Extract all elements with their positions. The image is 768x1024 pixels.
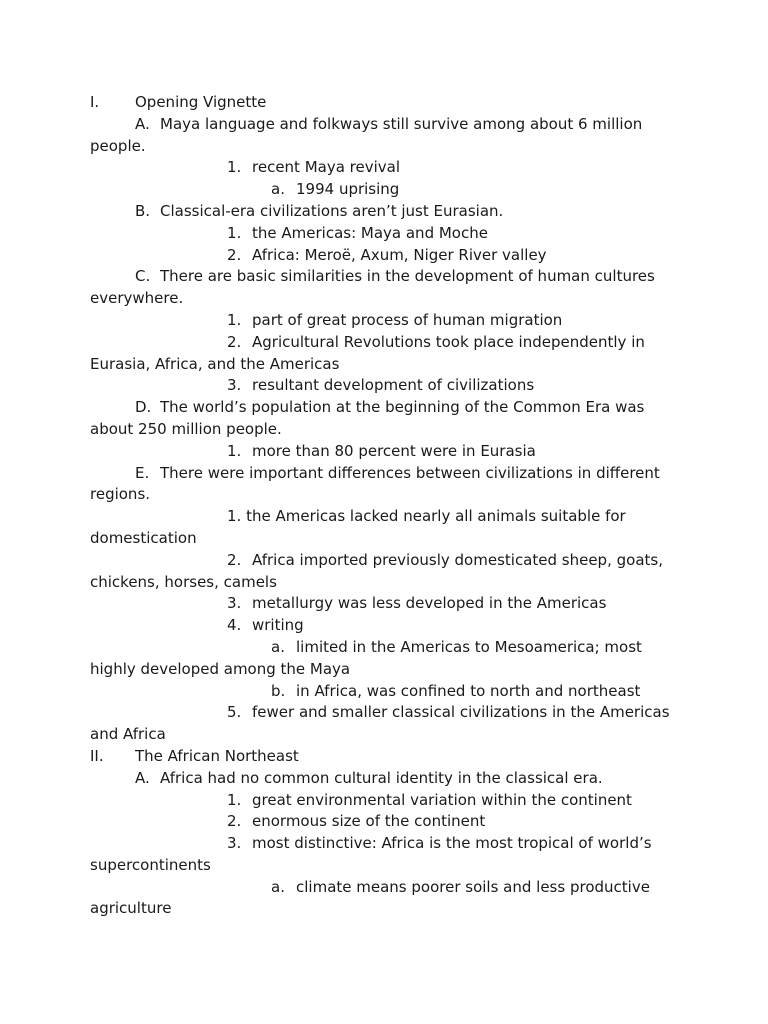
item-label: 3. [227,376,242,395]
item-text: Classical-era civilizations aren’t just Eurasian. [160,201,504,220]
item-text: Africa: Meroë, Axum, Niger River valley [252,245,547,264]
item-text: There are basic similarities in the development of human cultures [160,267,655,286]
item-label: 1. [227,158,242,177]
item-text: limited in the Americas to Mesoamerica; most [296,637,642,656]
item-label: 1. [227,790,242,809]
outline-subitem-cont [90,855,690,877]
item-label: 1. [227,310,242,329]
item-label: a. [271,180,285,199]
item-text: resultant development of civilizations [252,376,535,395]
section-title: The African Northeast [135,746,299,765]
item-label: a. [271,877,285,896]
section-numeral: II. [90,746,104,765]
outline-item-a-cont [90,136,690,158]
item-label: A. [135,114,150,133]
item-label: b. [271,681,286,700]
item-label: 1. [227,223,242,242]
section-heading-2 [90,746,690,768]
item-label: E. [135,463,150,482]
section-title: Opening Vignette [135,93,267,111]
outline-item-d [90,397,690,419]
outline-subitem [90,811,690,833]
item-label: 2. [227,332,242,351]
item-label: D. [135,398,152,417]
outline-item-e [90,463,690,485]
outline-item-a [90,768,690,790]
item-label: 1. [227,441,242,460]
outline-subitem [90,833,690,855]
outline-subitem [90,441,690,463]
outline-document [90,92,690,920]
outline-subitem [90,790,690,812]
outline-item-e-cont [90,484,690,506]
item-text-continued: and Africa [90,725,166,744]
item-text-continued: regions. [90,485,151,504]
item-label: C. [135,267,151,286]
outline-subitem [90,593,690,615]
item-text-continued: about 250 million people. [90,419,282,438]
outline-subsubitem-cont [90,898,690,920]
section-numeral: I. [90,93,100,111]
outline-subitem [90,506,690,528]
item-label: 5. [227,703,242,722]
item-text: Africa imported previously domesticated sheep, goats, [252,550,663,569]
item-text: most distinctive: Africa is the most tropical of world’s [252,834,652,853]
item-text: The world’s population at the beginning of the Common Era was [160,398,645,417]
item-text-continued: supercontinents [90,855,211,874]
outline-subitem-cont [90,572,690,594]
outline-subitem [90,702,690,724]
item-text: great environmental variation within the continent [252,790,632,809]
outline-subitem [90,615,690,637]
outline-subitem [90,245,690,267]
item-text-continued: Eurasia, Africa, and the Americas [90,354,340,373]
outline-subitem [90,157,690,179]
item-text-continued: agriculture [90,899,172,918]
item-label: 2. [227,812,242,831]
item-label: 3. [227,834,242,853]
item-text: Agricultural Revolutions took place independently in [252,332,645,351]
item-text: There were important differences between civilizations in different [160,463,660,482]
item-text-continued: highly developed among the Maya [90,659,351,678]
item-text-continued: people. [90,136,146,155]
outline-subitem-cont [90,724,690,746]
item-text-continued: everywhere. [90,289,184,308]
item-text: metallurgy was less developed in the Americas [252,594,607,613]
item-text: more than 80 percent were in Eurasia [252,441,536,460]
outline-subitem-cont [90,528,690,550]
outline-subitem [90,375,690,397]
outline-subitem [90,310,690,332]
outline-item-b [90,201,690,223]
item-label: 3. [227,594,242,613]
outline-item-d-cont [90,419,690,441]
item-text: recent Maya revival [252,158,401,177]
item-text: Africa had no common cultural identity in the classical era. [160,768,603,787]
item-text: the Americas lacked nearly all animals suitable for [246,507,626,526]
outline-subitem-cont [90,354,690,376]
outline-subsubitem [90,877,690,899]
item-label: 2. [227,245,242,264]
item-text: in Africa, was confined to north and northeast [296,681,641,700]
outline-item-c-cont [90,288,690,310]
item-text: climate means poorer soils and less productive [296,877,650,896]
item-label: 4. [227,616,242,635]
item-text: part of great process of human migration [252,310,563,329]
outline-subitem [90,550,690,572]
item-text: Maya language and folkways still survive among about 6 million [160,114,643,133]
outline-item-a [90,114,690,136]
item-text: fewer and smaller classical civilizations in the Americas [252,703,670,722]
item-label: B. [135,201,151,220]
item-text-continued: domestication [90,528,197,547]
item-label: 1. [227,507,242,526]
outline-subsubitem [90,179,690,201]
item-text: the Americas: Maya and Moche [252,223,488,242]
item-text: writing [252,616,304,635]
item-label: a. [271,637,285,656]
outline-subitem [90,332,690,354]
item-text-continued: chickens, horses, camels [90,572,277,591]
outline-item-c [90,266,690,288]
item-label: 2. [227,550,242,569]
item-text: enormous size of the continent [252,812,486,831]
outline-subitem [90,223,690,245]
section-heading-1 [90,92,690,114]
item-label: A. [135,768,150,787]
outline-subsubitem-cont [90,659,690,681]
outline-subsubitem [90,681,690,703]
outline-subsubitem [90,637,690,659]
item-text: 1994 uprising [296,180,400,199]
